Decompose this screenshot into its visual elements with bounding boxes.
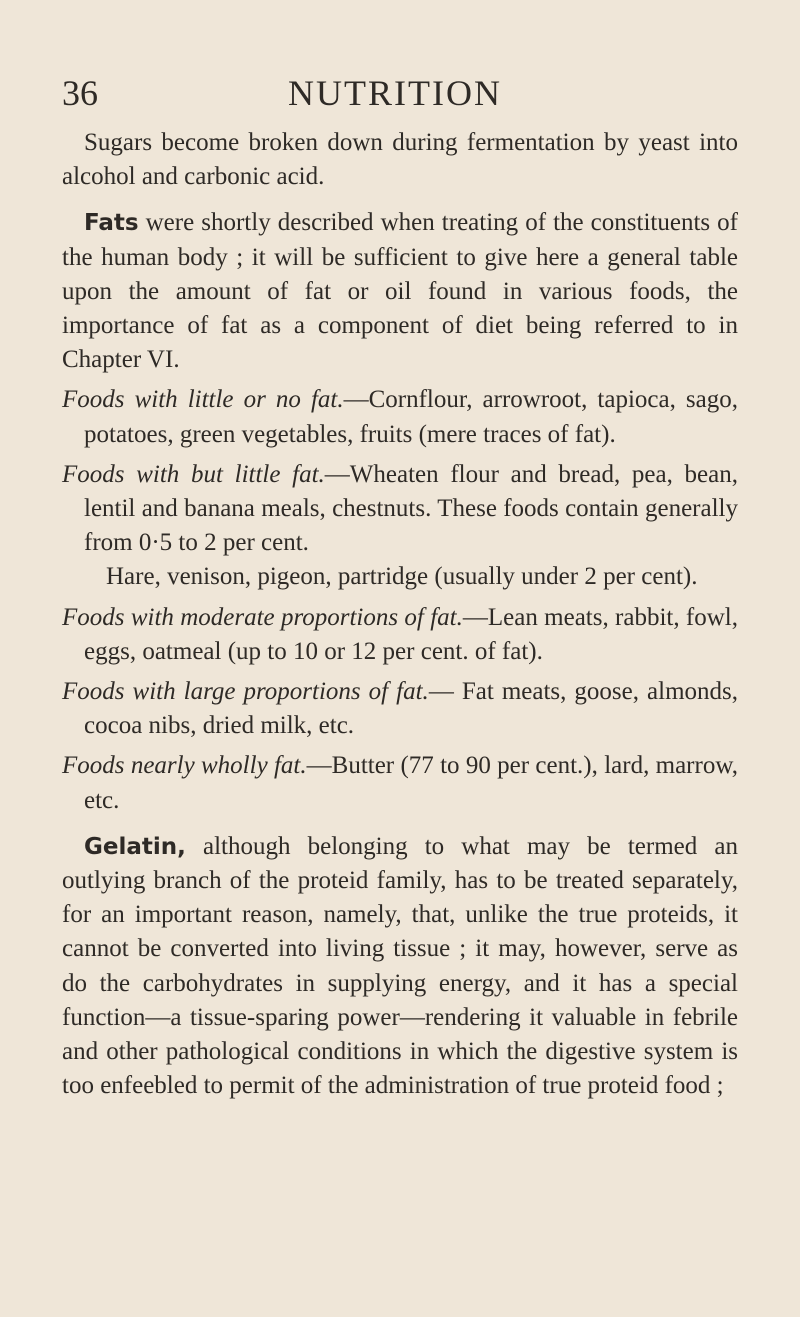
lead-term-fats: Fats bbox=[84, 210, 139, 237]
fat-entry-but-little bbox=[62, 458, 738, 561]
running-title: NUTRITION bbox=[288, 73, 502, 113]
fat-entry-text: —Butter (77 to 90 per cent.), lard, marrow, etc. bbox=[84, 752, 739, 814]
fat-entry-text: —Wheaten flour and bread, pea, bean, lentil and banana meals, chestnuts. These foods contain generally from 0·5 to 2 per cent. bbox=[84, 460, 738, 557]
fat-entry-but-little-extra: Hare, venison, pigeon, partridge (usually under 2 per cent). bbox=[106, 563, 698, 591]
paragraph-gelatin bbox=[62, 830, 738, 1104]
fat-entry-large bbox=[62, 675, 738, 743]
page-header bbox=[62, 72, 738, 122]
paragraph-fats-text: were shortly described when treating of the constituents of the human body ; it will be sufficient to give here a general table upon the amount of fat or oil found in various foods, the importance of fat as a component of diet being referred to in Chapter VI. bbox=[62, 209, 738, 374]
lead-term-gelatin: Gelatin, bbox=[84, 833, 186, 860]
page-number: 36 bbox=[62, 73, 98, 113]
paragraph-fats bbox=[62, 206, 738, 377]
fat-entry-heading: Foods with moderate proportions of fat. bbox=[62, 603, 463, 631]
fat-entry-heading: Foods with little or no fat. bbox=[62, 386, 344, 414]
body-text bbox=[62, 126, 738, 1103]
fat-entry-text: —Cornflour, arrowroot, tapioca, sago, potatoes, green vegetables, fruits (mere traces of fat). bbox=[84, 386, 738, 448]
paragraph-gelatin-text: although belonging to what may be termed an outlying branch of the proteid family, has to be treated separately, for an important reason, namely, that, unlike the true proteids, it cannot be converted into living tissue ; it may, however, serve as do the carbohydrates in supplying energy, and it has a special function—a tissue-sparing power—rendering it valuable in febrile and other pathological conditions in which the digestive system is too enfeebled to permit of the administration of true proteid food ; bbox=[62, 832, 738, 1100]
fat-entry-heading: Foods with large proportions of fat. bbox=[62, 678, 429, 706]
fat-entry-text: —Lean meats, rabbit, fowl, eggs, oatmeal (up to 10 or 12 per cent. of fat). bbox=[84, 603, 738, 665]
fat-entry-text: — Fat meats, goose, almonds, cocoa nibs, dried milk, etc. bbox=[84, 678, 738, 740]
paragraph-sugars: Sugars become broken down during fermentation by yeast into alcohol and carbonic acid. bbox=[62, 129, 738, 191]
fat-entry-heading: Foods with but little fat. bbox=[62, 460, 325, 488]
fat-entry-heading: Foods nearly wholly fat. bbox=[62, 752, 307, 780]
fat-entry-nearly-wholly bbox=[62, 749, 738, 817]
fat-entry-little-or-no bbox=[62, 383, 738, 451]
fat-entry-moderate bbox=[62, 601, 738, 669]
